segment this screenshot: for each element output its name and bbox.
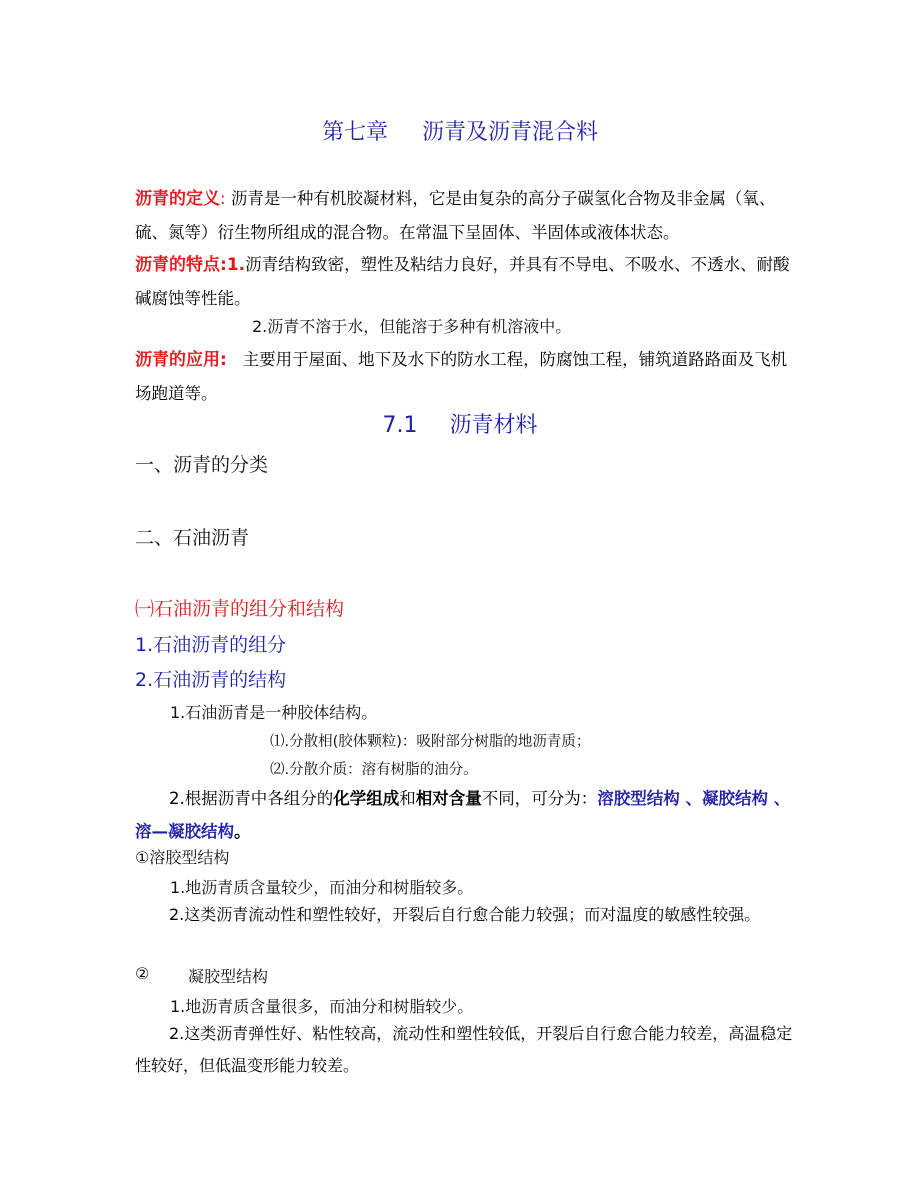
structure-point-1: 1.石油沥青是一种胶体结构。	[170, 703, 378, 722]
section-name: 沥青材料	[449, 413, 538, 438]
term-gel-structure: 、凝胶	[685, 789, 735, 808]
term-sol-gel-structure: 、溶—凝胶结构	[135, 789, 791, 841]
features-item1-number: 1.	[226, 255, 246, 275]
structure-point-2-end: 。	[234, 822, 251, 841]
features-item2: 2.沥青不溶于水，但能溶于多种有机溶液中。	[252, 317, 572, 336]
term-relative-content: 相对含量	[415, 789, 482, 808]
chapter-title	[0, 115, 920, 146]
gel-structure-point-2: 2.这类沥青弹性好、粘性较高，流动性和塑性较低，开裂后自行愈合能力较差，高温稳定性较好，但低温变形能力较差。	[135, 1024, 793, 1075]
term-chemical-composition: 化学组成	[333, 789, 400, 808]
heading-classification: 一、沥青的分类	[135, 454, 269, 476]
structure-point-2-text-d: 不同，可分为：	[481, 789, 598, 808]
definition-label: 沥青的定义	[135, 189, 220, 209]
chapter-name: 沥青及沥青混合料	[422, 120, 599, 145]
heading-components: 1.石油沥青的组分	[135, 634, 287, 656]
heading-structure: 2.石油沥青的结构	[135, 669, 287, 691]
definition-colon: :	[220, 189, 226, 208]
section-number: 7.1	[382, 413, 418, 438]
features-label: 沥青的特点:	[135, 255, 227, 275]
term-gel-structure-cont: 结构	[735, 789, 774, 808]
features-paragraph	[135, 248, 795, 315]
term-sol-structure: 溶胶型结构	[597, 789, 686, 808]
structure-dispersion-medium: ⑵.分散介质：溶有树脂的油分。	[270, 762, 478, 778]
structure-point-2-text-a: 2.根据沥青中各组分的	[169, 789, 334, 808]
application-text: 主要用于屋面、地下及水下的防水工程，防腐蚀工程，铺筑道路路面及飞机场跑道等。	[135, 350, 788, 403]
gel-structure-heading: 凝胶型结构	[188, 967, 269, 986]
heading-petroleum-asphalt: 二、石油沥青	[135, 527, 250, 549]
application-label: 沥青的应用:	[135, 350, 227, 370]
structure-dispersed-phase: ⑴.分散相(胶体颗粒)：吸附部分树脂的地沥青质；	[270, 734, 591, 750]
structure-point-2	[135, 782, 795, 848]
sol-structure-point-2: 2.这类沥青流动性和塑性较好，开裂后自行愈合能力较强；而对温度的敏感性较强。	[169, 905, 761, 924]
definition-text: 沥青是一种有机胶凝材料，它是由复杂的高分子碳氢化合物及非金属（氧、硫、氮等）衍生物所组成的混合物。在常温下呈固体、半固体或液体状态。	[135, 189, 776, 242]
chapter-number: 第七章	[321, 120, 388, 145]
application-paragraph	[135, 343, 795, 410]
sol-structure-heading: ①溶胶型结构	[135, 848, 230, 867]
section-title	[0, 408, 920, 439]
heading-components-and-structure: ㈠石油沥青的组分和结构	[135, 598, 345, 620]
gel-structure-point-1: 1.地沥青质含量很多，而油分和树脂较少。	[170, 997, 474, 1016]
definition-paragraph	[135, 182, 795, 249]
features-item1-text: 沥青结构致密，塑性及粘结力良好，并具有不导电、不吸水、不透水、耐酸碱腐蚀等性能。	[135, 255, 790, 308]
gel-structure-marker: ②	[135, 964, 150, 983]
structure-point-2-and: 和	[399, 789, 416, 808]
sol-structure-point-1: 1.地沥青质含量较少，而油分和树脂较多。	[170, 878, 474, 897]
